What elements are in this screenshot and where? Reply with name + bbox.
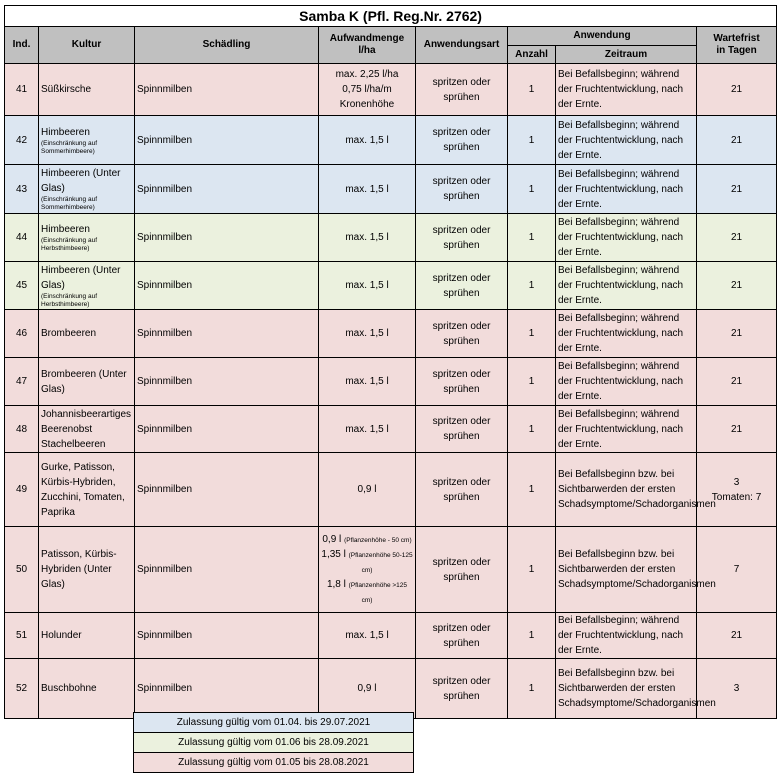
cell-kultur [39, 659, 135, 719]
cell-anzahl: 1 [508, 659, 556, 719]
cell-anzahl: 1 [508, 214, 556, 262]
cell-kultur [39, 116, 135, 165]
cell-zeitraum: Bei Befallsbeginn; während der Fruchtentwicklung, nach der Ernte. [556, 64, 697, 116]
legend-row [134, 713, 414, 733]
cell-aufwandmenge [319, 64, 416, 116]
cell-wartefrist [697, 262, 777, 310]
aufwand-entry [321, 577, 413, 607]
header-aufwandmenge-line2: l/ha [358, 45, 376, 56]
cell-wartefrist [697, 453, 777, 527]
cell-anzahl: 1 [508, 165, 556, 214]
cell-anzahl: 1 [508, 64, 556, 116]
cell-zeitraum: Bei Befallsbeginn; während der Fruchtentwicklung, nach der Ernte. [556, 262, 697, 310]
aufwand-line: max. 2,25 l/ha [335, 69, 399, 80]
wartefrist-line: 21 [730, 376, 743, 387]
aufwand-line: max. 1,5 l [345, 183, 389, 195]
cell-ind: 44 [5, 214, 39, 262]
cell-anwendungsart: spritzen oder sprühen [416, 659, 508, 719]
wartefrist-line: 21 [730, 134, 743, 146]
header-schaedling: Schädling [135, 27, 319, 64]
wartefrist-line: 21 [730, 84, 743, 95]
wartefrist-line: 21 [730, 423, 743, 435]
cell-zeitraum: Bei Befallsbeginn bzw. bei Sichtbarwerden der ersten Schadsymptome/Schadorganismen [556, 659, 697, 719]
table-row [5, 116, 777, 165]
cell-anwendungsart: spritzen oder sprühen [416, 116, 508, 165]
wartefrist-line: 3 [733, 683, 740, 694]
kultur-name: Buschbohne [41, 683, 97, 694]
table-row [5, 613, 777, 659]
header-ind: Ind. [5, 27, 39, 64]
table-row [5, 358, 777, 406]
table-row [5, 310, 777, 358]
table-row [5, 659, 777, 719]
kultur-name: Himbeeren (Unter Glas) [41, 264, 121, 291]
cell-ind: 52 [5, 659, 39, 719]
cell-aufwandmenge [319, 659, 416, 719]
cell-aufwandmenge [319, 453, 416, 527]
legend [133, 712, 414, 773]
cell-wartefrist [697, 613, 777, 659]
legend-entry: Zulassung gültig vom 01.05 bis 28.08.2021 [134, 753, 414, 773]
wartefrist-line: 21 [730, 328, 743, 339]
aufwand-amount: 0,9 l [322, 534, 342, 545]
cell-ind: 48 [5, 406, 39, 453]
cell-kultur [39, 262, 135, 310]
aufwand-amount: 1,8 l [326, 579, 346, 590]
header-wartefrist [697, 27, 777, 64]
wartefrist-line: 21 [730, 183, 743, 195]
cell-anzahl: 1 [508, 453, 556, 527]
cell-aufwandmenge [319, 262, 416, 310]
cell-aufwandmenge [319, 406, 416, 453]
cell-kultur [39, 453, 135, 527]
kultur-note: (Einschränkung auf Herbsthimbeere) [41, 292, 98, 308]
aufwand-line: max. 1,5 l [345, 423, 389, 435]
table-body [5, 64, 777, 719]
cell-wartefrist [697, 165, 777, 214]
cell-wartefrist [697, 310, 777, 358]
aufwand-entry [321, 547, 413, 577]
cell-zeitraum: Bei Befallsbeginn; während der Fruchtentwicklung, nach der Ernte. [556, 310, 697, 358]
cell-wartefrist [697, 214, 777, 262]
wartefrist-line: 3 [733, 476, 740, 488]
cell-zeitraum: Bei Befallsbeginn; während der Fruchtentwicklung, nach der Ernte. [556, 165, 697, 214]
cell-ind: 43 [5, 165, 39, 214]
cell-zeitraum: Bei Befallsbeginn bzw. bei Sichtbarwerden der ersten Schadsymptome/Schadorganismen [556, 527, 697, 613]
cell-zeitraum: Bei Befallsbeginn; während der Fruchtentwicklung, nach der Ernte. [556, 116, 697, 165]
aufwand-note: (Pflanzenhöhe >125 cm) [348, 582, 408, 604]
wartefrist-line: 21 [730, 630, 743, 641]
aufwand-amount: 1,35 l [321, 549, 346, 560]
header-wartefrist-line1: Wartefrist [713, 33, 760, 44]
cell-anzahl: 1 [508, 262, 556, 310]
cell-aufwandmenge [319, 214, 416, 262]
header-wartefrist-line2: in Tagen [716, 45, 757, 56]
aufwand-line: 0,9 l [357, 484, 377, 495]
table-row [5, 64, 777, 116]
cell-wartefrist [697, 116, 777, 165]
kultur-name: Brombeeren [41, 328, 97, 339]
cell-anwendungsart: spritzen oder sprühen [416, 262, 508, 310]
cell-wartefrist [697, 527, 777, 613]
cell-wartefrist [697, 64, 777, 116]
table-row [5, 262, 777, 310]
cell-anwendungsart: spritzen oder sprühen [416, 214, 508, 262]
cell-kultur [39, 358, 135, 406]
kultur-note: (Einschränkung auf Sommerhimbeere) [41, 139, 98, 155]
cell-ind: 49 [5, 453, 39, 527]
legend-row [134, 753, 414, 773]
cell-wartefrist [697, 659, 777, 719]
table-row [5, 453, 777, 527]
wartefrist-line: 21 [730, 232, 743, 243]
cell-zeitraum: Bei Befallsbeginn; während der Fruchtentwicklung, nach der Ernte. [556, 406, 697, 453]
aufwand-entry [321, 532, 413, 547]
header-aufwandmenge-line1: Aufwandmenge [329, 33, 405, 44]
legend-row [134, 733, 414, 753]
cell-anwendungsart: spritzen oder sprühen [416, 613, 508, 659]
aufwand-line: max. 1,5 l [345, 134, 389, 146]
aufwand-note: (Pflanzenhöhe - 50 cm) [344, 537, 412, 544]
cell-aufwandmenge [319, 116, 416, 165]
cell-ind: 41 [5, 64, 39, 116]
cell-ind: 50 [5, 527, 39, 613]
cell-schaedling: Spinnmilben [135, 527, 319, 613]
cell-zeitraum: Bei Befallsbeginn; während der Fruchtentwicklung, nach der Ernte. [556, 613, 697, 659]
cell-schaedling: Spinnmilben [135, 613, 319, 659]
wartefrist-line: Tomaten: 7 [711, 491, 762, 503]
cell-schaedling: Spinnmilben [135, 214, 319, 262]
cell-wartefrist [697, 358, 777, 406]
cell-kultur [39, 165, 135, 214]
table-row [5, 214, 777, 262]
cell-ind: 42 [5, 116, 39, 165]
aufwand-note: (Pflanzenhöhe 50-125 cm) [348, 552, 413, 574]
cell-anwendungsart: spritzen oder sprühen [416, 64, 508, 116]
cell-schaedling: Spinnmilben [135, 262, 319, 310]
kultur-name: Johannisbeerartiges Beerenobst Stachelbeeren [41, 408, 132, 450]
header-kultur: Kultur [39, 27, 135, 64]
cell-schaedling: Spinnmilben [135, 406, 319, 453]
cell-zeitraum: Bei Befallsbeginn; während der Fruchtentwicklung, nach der Ernte. [556, 214, 697, 262]
header-aufwandmenge [319, 27, 416, 64]
kultur-name: Süßkirsche [41, 84, 92, 95]
cell-schaedling: Spinnmilben [135, 453, 319, 527]
cell-kultur [39, 214, 135, 262]
cell-aufwandmenge [319, 165, 416, 214]
aufwand-line: max. 1,5 l [345, 376, 389, 387]
cell-aufwandmenge [319, 613, 416, 659]
aufwand-line: 0,75 l/ha/m [342, 84, 392, 95]
kultur-name: Himbeeren [41, 126, 90, 138]
legend-entry: Zulassung gültig vom 01.04. bis 29.07.2021 [134, 713, 414, 733]
cell-anwendungsart: spritzen oder sprühen [416, 310, 508, 358]
cell-schaedling: Spinnmilben [135, 165, 319, 214]
header-zeitraum: Zeitraum [556, 46, 697, 64]
wartefrist-line: 7 [733, 564, 740, 575]
cell-anwendungsart: spritzen oder sprühen [416, 453, 508, 527]
cell-anzahl: 1 [508, 310, 556, 358]
cell-aufwandmenge [319, 358, 416, 406]
approval-table [4, 5, 777, 719]
table-row [5, 165, 777, 214]
wartefrist-line: 21 [730, 280, 743, 291]
cell-kultur [39, 310, 135, 358]
header-anwendungsart: Anwendungsart [416, 27, 508, 64]
table-title: Samba K (Pfl. Reg.Nr. 2762) [5, 6, 777, 27]
cell-anzahl: 1 [508, 613, 556, 659]
cell-anzahl: 1 [508, 406, 556, 453]
cell-schaedling: Spinnmilben [135, 310, 319, 358]
kultur-name: Patisson, Kürbis-Hybriden (Unter Glas) [41, 549, 117, 590]
cell-ind: 46 [5, 310, 39, 358]
cell-anzahl: 1 [508, 527, 556, 613]
header-anwendung: Anwendung [508, 27, 697, 46]
cell-kultur [39, 406, 135, 453]
cell-anwendungsart: spritzen oder sprühen [416, 358, 508, 406]
cell-zeitraum: Bei Befallsbeginn; während der Fruchtentwicklung, nach der Ernte. [556, 358, 697, 406]
aufwand-line: max. 1,5 l [345, 232, 389, 243]
cell-schaedling: Spinnmilben [135, 659, 319, 719]
cell-kultur [39, 613, 135, 659]
aufwand-line: max. 1,5 l [345, 630, 389, 641]
legend-body [134, 713, 414, 773]
table-row [5, 527, 777, 613]
header-anzahl: Anzahl [508, 46, 556, 64]
cell-anwendungsart: spritzen oder sprühen [416, 165, 508, 214]
cell-wartefrist [697, 406, 777, 453]
kultur-name: Himbeeren [41, 224, 90, 235]
kultur-name: Himbeeren (Unter Glas) [41, 168, 121, 194]
kultur-name: Brombeeren (Unter Glas) [41, 368, 127, 395]
kultur-note: (Einschränkung auf Herbsthimbeere) [41, 237, 98, 252]
cell-aufwandmenge [319, 310, 416, 358]
kultur-name: Holunder [41, 630, 82, 641]
aufwand-line: max. 1,5 l [345, 328, 389, 339]
kultur-note: (Einschränkung auf Sommerhimbeere) [41, 196, 98, 211]
cell-aufwandmenge [319, 527, 416, 613]
cell-ind: 47 [5, 358, 39, 406]
cell-anwendungsart: spritzen oder sprühen [416, 527, 508, 613]
aufwand-line: 0,9 l [357, 683, 377, 694]
cell-anzahl: 1 [508, 116, 556, 165]
table-row [5, 406, 777, 453]
cell-zeitraum: Bei Befallsbeginn bzw. bei Sichtbarwerden der ersten Schadsymptome/Schadorganismen [556, 453, 697, 527]
cell-schaedling: Spinnmilben [135, 64, 319, 116]
kultur-name: Gurke, Patisson, Kürbis-Hybriden, Zucchini, Tomaten, Paprika [41, 461, 125, 518]
aufwand-line: Kronenhöhe [339, 99, 395, 110]
cell-schaedling: Spinnmilben [135, 358, 319, 406]
cell-kultur [39, 64, 135, 116]
cell-anwendungsart: spritzen oder sprühen [416, 406, 508, 453]
cell-anzahl: 1 [508, 358, 556, 406]
aufwand-line: max. 1,5 l [345, 280, 389, 291]
legend-entry: Zulassung gültig vom 01.06 bis 28.09.2021 [134, 733, 414, 753]
cell-kultur [39, 527, 135, 613]
cell-ind: 45 [5, 262, 39, 310]
cell-ind: 51 [5, 613, 39, 659]
cell-schaedling: Spinnmilben [135, 116, 319, 165]
